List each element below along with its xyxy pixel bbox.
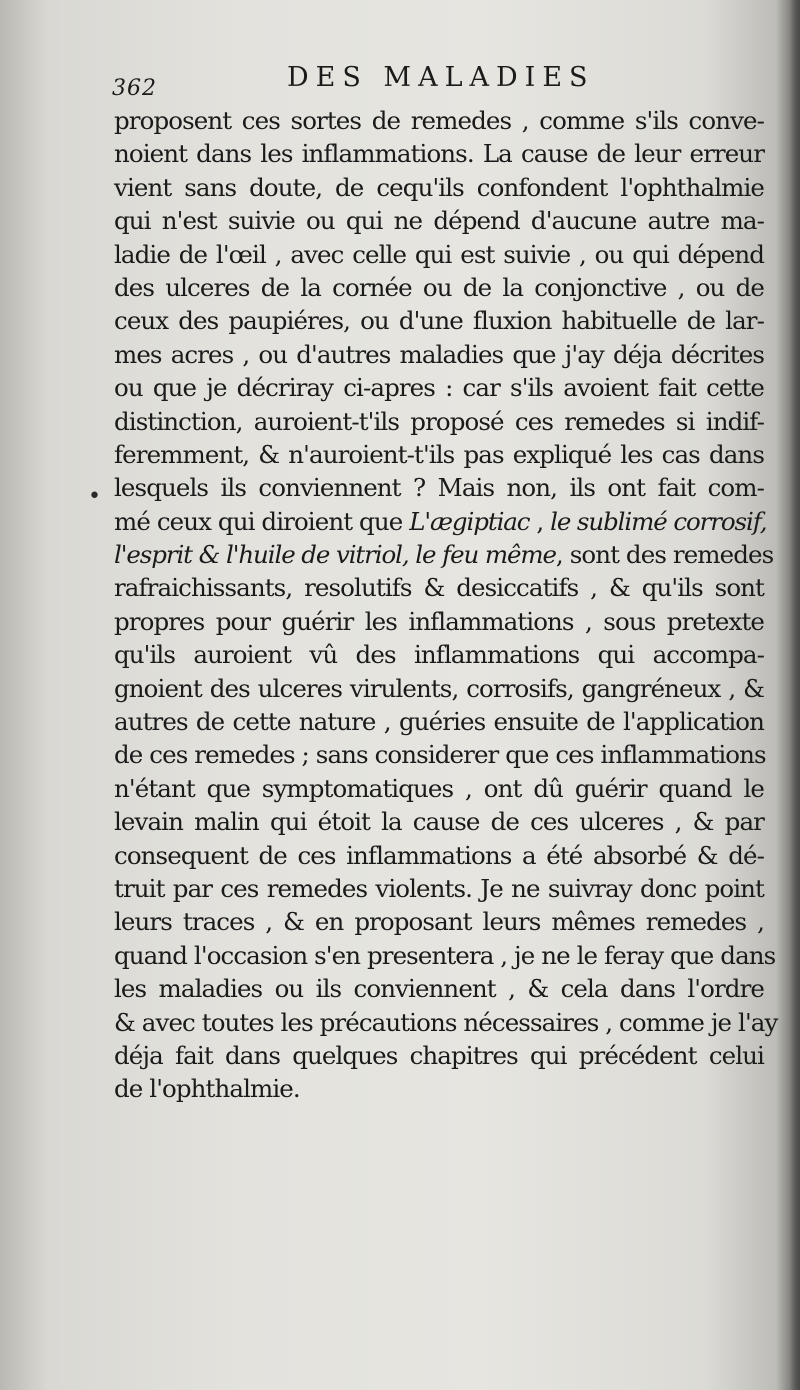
text-line: ceux des paupiéres, ou d'une fluxion habituelle de lar-	[114, 306, 764, 336]
text-line: autres de cette nature , guéries ensuite de l'application	[114, 707, 764, 737]
text-line-with-italics	[114, 505, 767, 538]
running-head: DES MALADIES	[287, 62, 595, 93]
text-line: n'étant que symptomatiques , ont dû guérir quand le	[114, 773, 764, 803]
text-line: propres pour guérir les inflammations , sous pretexte	[114, 606, 764, 636]
text-line: feremment, & n'auroient-t'ils pas expliqué les cas dans	[114, 439, 764, 469]
text-line: mes acres , ou d'autres maladies que j'ay déja décrites	[114, 339, 764, 369]
margin-mark: •	[88, 484, 101, 509]
text-line: de ces remedes ; sans considerer que ces inflammations	[114, 740, 766, 770]
italic-term: le sublimé corrosif,	[550, 506, 767, 536]
text-line-with-italics	[114, 538, 774, 571]
text-run: ,	[529, 506, 551, 536]
text-line: lesquels ils conviennent ? Mais non, ils ont fait com-	[114, 473, 764, 503]
text-line: rafraichissants, resolutifs & desiccatifs , & qu'ils sont	[114, 573, 764, 603]
body-paragraph	[114, 104, 778, 1106]
text-line: qu'ils auroient vû des inflammations qui accompa-	[114, 640, 764, 670]
text-line: qui n'est suivie ou qui ne dépend d'aucune autre ma-	[114, 206, 764, 236]
page-gutter-shadow	[790, 0, 800, 1390]
text-line: leurs traces , & en proposant leurs mêmes remedes ,	[114, 907, 764, 937]
text-line: vient sans doute, de cequ'ils confondent l'ophthalmie	[114, 172, 764, 202]
page-number: 362	[112, 76, 157, 101]
text-line: les maladies ou ils conviennent , & cela dans l'ordre	[114, 974, 764, 1004]
text-line: levain malin qui étoit la cause de ces ulceres , & par	[114, 807, 764, 837]
text-line: ladie de l'œil , avec celle qui est suivie , ou qui dépend	[114, 239, 764, 269]
text-line: noient dans les inflammations. La cause de leur erreur	[114, 139, 764, 169]
italic-term: l'esprit & l'huile de vitriol, le feu même	[114, 540, 556, 570]
text-line: proposent ces sortes de remedes , comme s'ils conve-	[114, 106, 764, 135]
text-line: des ulceres de la cornée ou de la conjonctive , ou de	[114, 272, 764, 302]
text-run: , sont des remedes	[555, 540, 774, 570]
text-line-last: de l'ophthalmie.	[114, 1074, 300, 1104]
italic-term: L'ægiptiac	[409, 506, 530, 536]
page-header	[112, 62, 672, 102]
text-line: ou que je décriray ci-apres : car s'ils avoient fait cette	[114, 373, 764, 403]
text-line: gnoient des ulceres virulents, corrosifs, gangréneux , &	[114, 673, 764, 703]
text-line: déja fait dans quelques chapitres qui précédent celui	[114, 1040, 764, 1070]
text-line: & avec toutes les précautions nécessaires , comme je l'ay	[114, 1007, 778, 1037]
text-line: quand l'occasion s'en presentera , je ne le feray que dans	[114, 940, 776, 970]
text-line: consequent de ces inflammations a été absorbé & dé-	[114, 840, 764, 870]
text-line: distinction, auroient-t'ils proposé ces remedes si indif-	[114, 406, 764, 436]
text-run: mé ceux qui diroient que	[114, 506, 410, 536]
text-line: truit par ces remedes violents. Je ne suivray donc point	[114, 873, 764, 903]
